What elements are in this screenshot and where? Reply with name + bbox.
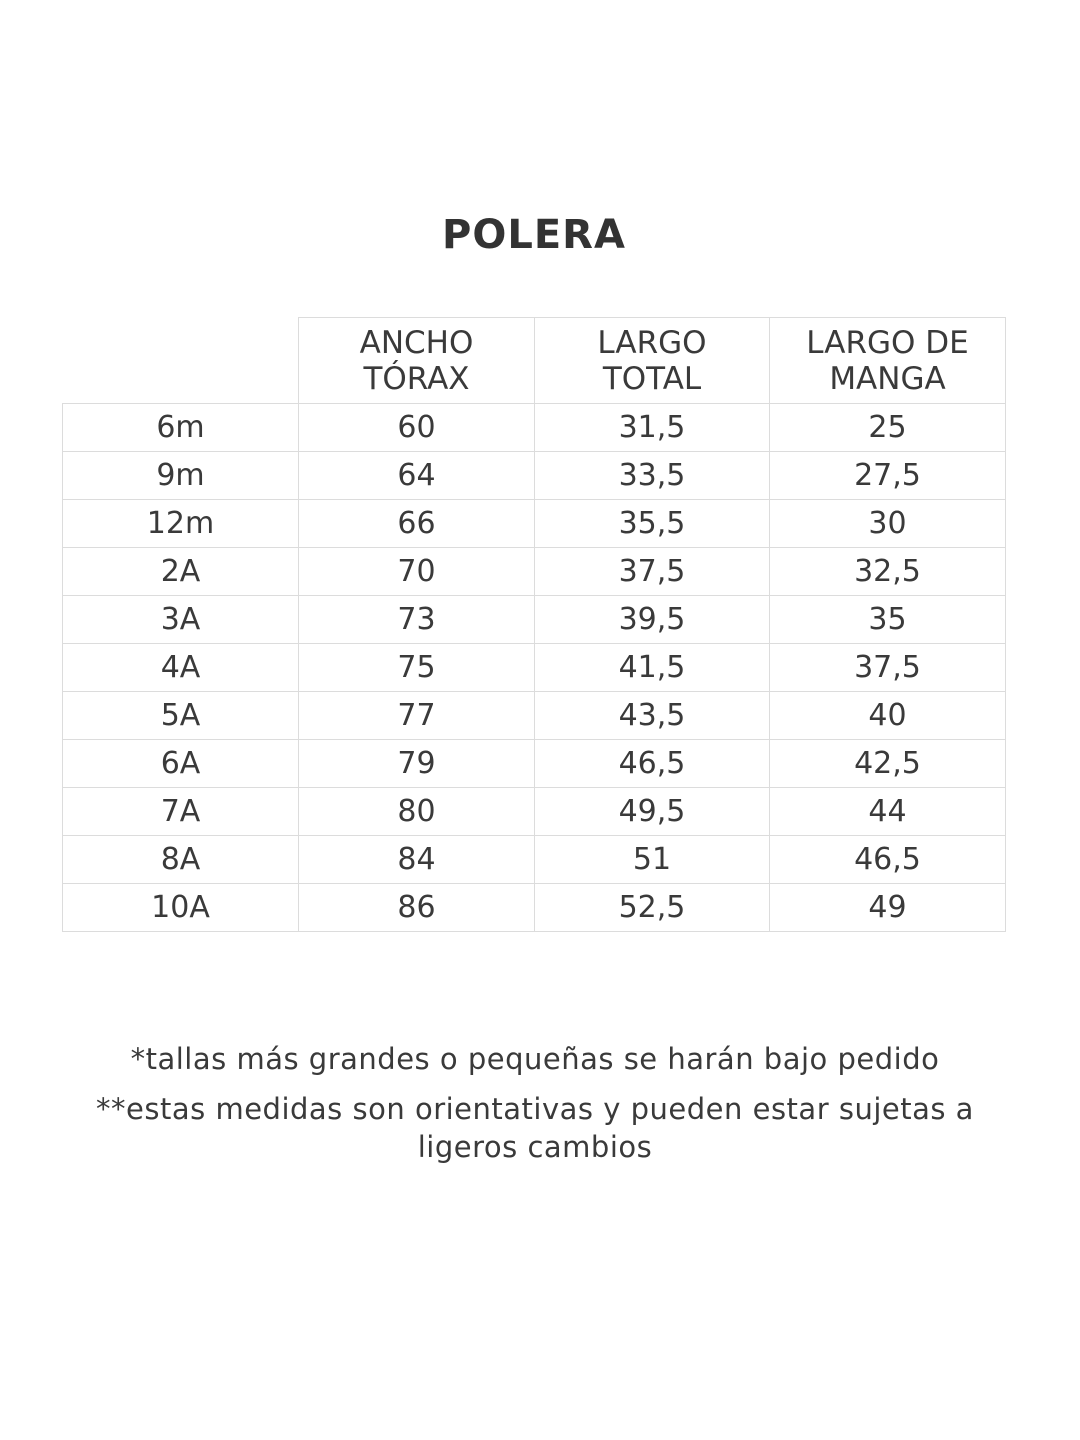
largo-total-cell: 43,5	[535, 692, 770, 740]
largo-total-cell: 31,5	[535, 404, 770, 452]
largo-manga-cell: 25	[770, 404, 1006, 452]
table-row	[63, 500, 1006, 548]
largo-total-cell: 33,5	[535, 452, 770, 500]
largo-total-cell: 52,5	[535, 884, 770, 932]
ancho-torax-cell: 79	[299, 740, 535, 788]
largo-total-cell: 49,5	[535, 788, 770, 836]
largo-manga-cell: 37,5	[770, 644, 1006, 692]
ancho-torax-cell: 73	[299, 596, 535, 644]
ancho-torax-cell: 60	[299, 404, 535, 452]
largo-manga-cell: 42,5	[770, 740, 1006, 788]
footnote-measurements-disclaimer: **estas medidas son orientativas y pueden estar sujetas a ligeros cambios	[96, 1092, 974, 1164]
table-row	[63, 452, 1006, 500]
largo-manga-cell: 35	[770, 596, 1006, 644]
header-corner	[63, 318, 299, 404]
largo-manga-cell: 32,5	[770, 548, 1006, 596]
header-label: ANCHO TÓRAX	[359, 324, 474, 397]
ancho-torax-cell: 80	[299, 788, 535, 836]
largo-total-cell: 46,5	[535, 740, 770, 788]
size-cell: 10A	[63, 884, 299, 932]
header-largo-total	[535, 318, 770, 404]
size-cell: 8A	[63, 836, 299, 884]
size-cell: 5A	[63, 692, 299, 740]
largo-total-cell: 35,5	[535, 500, 770, 548]
table-row	[63, 596, 1006, 644]
ancho-torax-cell: 70	[299, 548, 535, 596]
table-row	[63, 404, 1006, 452]
largo-total-cell: 51	[535, 836, 770, 884]
largo-manga-cell: 40	[770, 692, 1006, 740]
table-row	[63, 692, 1006, 740]
largo-manga-cell: 27,5	[770, 452, 1006, 500]
header-label: LARGO TOTAL	[597, 324, 707, 397]
footnotes	[60, 1040, 1010, 1178]
size-cell: 6m	[63, 404, 299, 452]
size-cell: 9m	[63, 452, 299, 500]
largo-total-cell: 39,5	[535, 596, 770, 644]
largo-total-cell: 37,5	[535, 548, 770, 596]
header-row	[63, 318, 1006, 404]
size-cell: 7A	[63, 788, 299, 836]
size-table	[62, 317, 1006, 932]
ancho-torax-cell: 75	[299, 644, 535, 692]
largo-manga-cell: 49	[770, 884, 1006, 932]
table-row	[63, 644, 1006, 692]
ancho-torax-cell: 64	[299, 452, 535, 500]
page-title: POLERA	[442, 212, 626, 258]
largo-manga-cell: 30	[770, 500, 1006, 548]
footnote-custom-sizes: *tallas más grandes o pequeñas se harán bajo pedido	[130, 1042, 940, 1076]
header-ancho-torax	[299, 318, 535, 404]
header-label: LARGO DE MANGA	[806, 324, 969, 397]
size-cell: 6A	[63, 740, 299, 788]
table-row	[63, 740, 1006, 788]
ancho-torax-cell: 86	[299, 884, 535, 932]
largo-manga-cell: 44	[770, 788, 1006, 836]
table-row	[63, 788, 1006, 836]
size-cell: 2A	[63, 548, 299, 596]
largo-total-cell: 41,5	[535, 644, 770, 692]
ancho-torax-cell: 84	[299, 836, 535, 884]
table-row	[63, 836, 1006, 884]
table-row	[63, 548, 1006, 596]
size-cell: 3A	[63, 596, 299, 644]
size-cell: 12m	[63, 500, 299, 548]
ancho-torax-cell: 66	[299, 500, 535, 548]
table-row	[63, 884, 1006, 932]
ancho-torax-cell: 77	[299, 692, 535, 740]
header-largo-de-manga	[770, 318, 1006, 404]
largo-manga-cell: 46,5	[770, 836, 1006, 884]
size-cell: 4A	[63, 644, 299, 692]
